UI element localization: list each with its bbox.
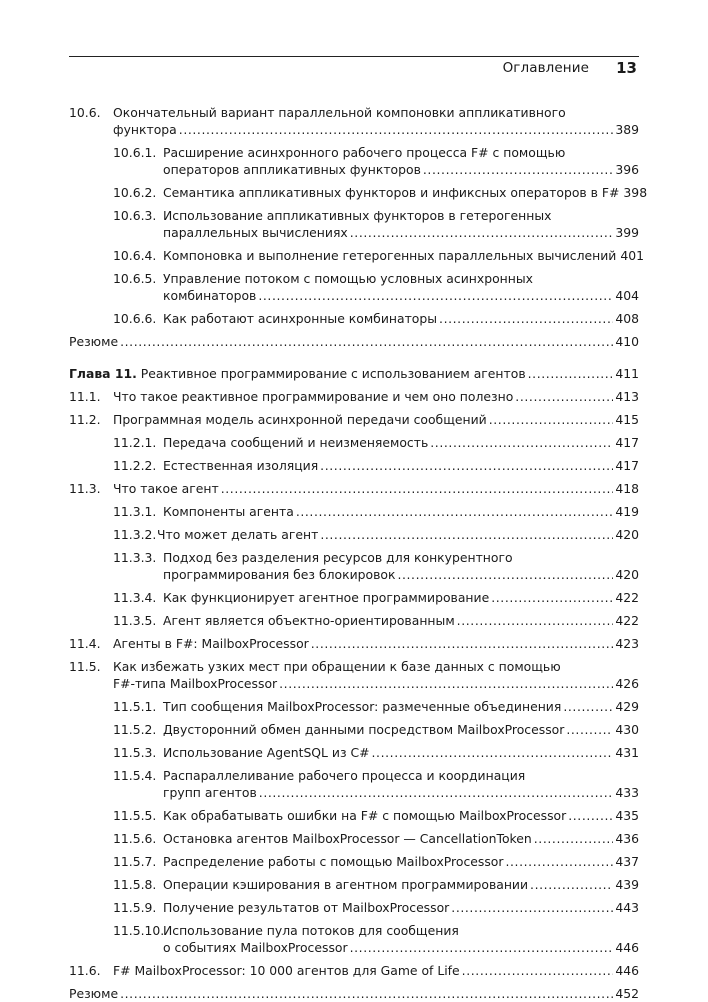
toc-page-number: 401 — [620, 248, 645, 263]
toc-entry[interactable] — [69, 366, 639, 382]
toc-entry-number: 11.5.8. — [113, 877, 157, 892]
toc-entry[interactable] — [69, 145, 639, 177]
dot-leader — [120, 334, 613, 350]
toc-entry-title: Естественная изоляция — [163, 458, 319, 473]
dot-leader — [221, 481, 614, 497]
dot-leader — [568, 808, 613, 824]
toc-page-number: 417 — [615, 458, 639, 473]
toc-entry[interactable] — [69, 435, 639, 451]
toc-entry-number: 11.3.3. — [113, 550, 157, 565]
toc-entry-number: 11.5. — [69, 659, 101, 674]
toc-entry[interactable] — [69, 334, 639, 350]
dot-leader — [515, 389, 613, 405]
toc-page-number: 411 — [615, 366, 639, 381]
toc-entry[interactable] — [69, 527, 639, 543]
toc-entry-number: 10.6.5. — [113, 271, 157, 286]
toc-entry[interactable] — [69, 659, 639, 691]
toc-entry[interactable] — [69, 923, 639, 955]
toc-entry-number: 11.2.2. — [113, 458, 157, 473]
toc-entry-number: 11.3.4. — [113, 590, 157, 605]
toc-entry-title-line: Подход без разделения ресурсов для конкурентного — [163, 550, 513, 565]
toc-page-number: 436 — [615, 831, 639, 846]
toc-page-number: 396 — [615, 162, 639, 177]
dot-leader — [259, 785, 614, 801]
dot-leader — [397, 567, 613, 583]
toc-entry[interactable] — [69, 963, 639, 979]
toc-entry-title: Тип сообщения MailboxProcessor: размеченные объединения — [163, 699, 562, 714]
toc-entry-title: Двусторонний обмен данными посредством MailboxProcessor — [163, 722, 565, 737]
toc-entry[interactable] — [69, 636, 639, 652]
toc-entry-number: 11.5.2. — [113, 722, 157, 737]
toc-page-number: 399 — [615, 225, 639, 240]
dot-leader — [528, 366, 614, 382]
dot-leader — [320, 527, 613, 543]
dot-leader — [258, 288, 613, 304]
toc-entry-title: Резюме — [69, 986, 119, 1001]
toc-entry[interactable] — [69, 208, 639, 240]
toc-entry-number: 11.5.3. — [113, 745, 157, 760]
toc-entry-title — [69, 366, 526, 382]
toc-entry-number: 10.6.3. — [113, 208, 157, 223]
toc-page-number: 420 — [615, 527, 639, 542]
toc-entry-title: Компоновка и выполнение гетерогенных параллельных вычислений — [163, 248, 617, 263]
toc-entry[interactable] — [69, 412, 639, 428]
dot-leader — [534, 831, 614, 847]
toc-entry[interactable] — [69, 613, 639, 629]
toc-entry[interactable] — [69, 900, 639, 916]
dot-leader — [296, 504, 614, 520]
toc-entry-number: 11.5.5. — [113, 808, 157, 823]
toc-entry[interactable] — [69, 105, 639, 137]
toc-entry-number: 11.3.5. — [113, 613, 157, 628]
toc-entry-title: Передача сообщений и неизменяемость — [163, 435, 429, 450]
dot-leader — [279, 676, 613, 692]
toc-entry-number: 11.4. — [69, 636, 101, 651]
toc-page-number: 420 — [615, 567, 639, 582]
toc-entry[interactable] — [69, 854, 639, 870]
dot-leader — [457, 613, 614, 629]
toc-entry-number: 11.5.6. — [113, 831, 157, 846]
toc-entry-title: групп агентов — [163, 785, 257, 800]
toc-entry[interactable] — [69, 808, 639, 824]
dot-leader — [491, 590, 613, 606]
toc-entry-number: 11.5.10. — [113, 923, 165, 938]
dot-leader — [439, 311, 613, 327]
dot-leader — [505, 854, 613, 870]
toc-entry-title: программирования без блокировок — [163, 567, 396, 582]
toc-entry[interactable] — [69, 389, 639, 405]
toc-page-number: 389 — [615, 122, 639, 137]
toc-entry-title: Использование AgentSQL из C# — [163, 745, 370, 760]
dot-leader — [451, 900, 613, 916]
toc-page-number: 422 — [615, 613, 639, 628]
toc-page-number: 417 — [615, 435, 639, 450]
toc-entry[interactable] — [69, 185, 648, 201]
toc-page-number: 413 — [615, 389, 639, 404]
toc-entry-title: F# MailboxProcessor: 10 000 агентов для Game of Life — [113, 963, 460, 978]
toc-entry-title: Семантика аппликативных функторов и инфиксных операторов в F# — [163, 185, 620, 200]
toc-page-number: 452 — [615, 986, 639, 1001]
toc-entry-title-line: Окончательный вариант параллельной компоновки аппликативного — [113, 105, 566, 120]
toc-entry[interactable] — [69, 877, 639, 893]
toc-entry[interactable] — [69, 481, 639, 497]
toc-entry-title-line: Использование пула потоков для сообщения — [163, 923, 459, 938]
toc-page-number: 446 — [615, 940, 639, 955]
toc-page-number: 433 — [615, 785, 639, 800]
toc-entry-title: F#-типа MailboxProcessor — [113, 676, 278, 691]
toc-entry-title: операторов аппликативных функторов — [163, 162, 421, 177]
toc-page-number: 430 — [615, 722, 639, 737]
toc-entry-title: Операции кэширования в агентном программировании — [163, 877, 529, 892]
toc-page-number: 443 — [615, 900, 639, 915]
toc-entry-title: Получение результатов от MailboxProcessor — [163, 900, 450, 915]
toc-page-number: 415 — [615, 412, 639, 427]
toc-entry[interactable] — [69, 550, 639, 582]
toc-entry[interactable] — [69, 504, 639, 520]
toc-entry[interactable] — [69, 311, 639, 327]
dot-leader — [462, 963, 614, 979]
toc-entry-title: Как функционирует агентное программирование — [163, 590, 490, 605]
toc-entry-title: Компоненты агента — [163, 504, 294, 519]
toc-page-number: 410 — [615, 334, 639, 349]
toc-entry-title: Резюме — [69, 334, 119, 349]
toc-entry-title: Программная модель асинхронной передачи сообщений — [113, 412, 487, 427]
toc-entry[interactable] — [69, 699, 639, 715]
toc-page-number: 437 — [615, 854, 639, 869]
toc-page-number: 419 — [615, 504, 639, 519]
toc-entry[interactable] — [69, 768, 639, 800]
toc-entry[interactable] — [69, 458, 639, 474]
toc-page-number: 439 — [615, 877, 639, 892]
toc-page-number: 431 — [615, 745, 639, 760]
toc-entry[interactable] — [69, 248, 645, 264]
toc-entry-number: 11.5.4. — [113, 768, 157, 783]
dot-leader — [350, 940, 614, 956]
toc-page-number: 423 — [615, 636, 639, 651]
page-number: 13 — [616, 59, 637, 77]
toc-entry-number: 11.1. — [69, 389, 101, 404]
toc-entry-number: 10.6.4. — [113, 248, 157, 263]
running-header-title: Оглавление — [502, 60, 589, 76]
toc-page-number: 422 — [615, 590, 639, 605]
toc-entry-title-line: Использование аппликативных функторов в гетерогенных — [163, 208, 552, 223]
toc-entry-title-line: Управление потоком с помощью условных асинхронных — [163, 271, 533, 286]
toc-entry-title: о событиях MailboxProcessor — [163, 940, 348, 955]
toc-entry[interactable] — [69, 271, 639, 303]
dot-leader — [489, 412, 614, 428]
dot-leader — [372, 745, 614, 761]
toc-entry-number: 11.6. — [69, 963, 101, 978]
toc-page-number: 429 — [615, 699, 639, 714]
toc-entry-title: Как обрабатывать ошибки на F# с помощью MailboxProcessor — [163, 808, 567, 823]
dot-leader — [563, 699, 613, 715]
toc-page-number: 426 — [615, 676, 639, 691]
toc-page-number: 418 — [615, 481, 639, 496]
toc-entry-number: 11.5.7. — [113, 854, 157, 869]
toc-entry-title: Остановка агентов MailboxProcessor — CancellationToken — [163, 831, 532, 846]
toc-page-number: 435 — [615, 808, 639, 823]
toc-entry-title: Как работают асинхронные комбинаторы — [163, 311, 438, 326]
dot-leader — [350, 225, 614, 241]
chapter-title: Реактивное программирование с использованием агентов — [136, 366, 526, 381]
toc-entry-title: Агент является объектно-ориентированным — [163, 613, 455, 628]
toc-entry-title-line: Расширение асинхронного рабочего процесса F# с помощью — [163, 145, 566, 160]
toc-entry-title-line: Как избежать узких мест при обращении к базе данных с помощью — [113, 659, 561, 674]
toc-entry-number: 11.3.1. — [113, 504, 157, 519]
toc-entry-title: Что может делать агент — [157, 527, 319, 542]
toc-page-number: 408 — [615, 311, 639, 326]
toc-entry[interactable] — [69, 745, 639, 761]
toc-entry-title: функтора — [113, 122, 177, 137]
toc-entry-number: 10.6.2. — [113, 185, 157, 200]
toc-entry-title: Что такое агент — [113, 481, 219, 496]
toc-entry-number: 10.6.6. — [113, 311, 157, 326]
toc-entry-title: параллельных вычислениях — [163, 225, 348, 240]
toc-entry-number: 11.2. — [69, 412, 101, 427]
toc-entry-number: 11.3. — [69, 481, 101, 496]
toc-page-number: 446 — [615, 963, 639, 978]
toc-entry-title: Агенты в F#: MailboxProcessor — [113, 636, 309, 651]
toc-page-number: 398 — [623, 185, 648, 200]
toc-entry[interactable] — [69, 590, 639, 606]
dot-leader — [320, 458, 613, 474]
toc-page-number: 404 — [615, 288, 639, 303]
toc-entry-title-line: Распараллеливание рабочего процесса и координация — [163, 768, 526, 783]
toc-entry-number: 10.6. — [69, 105, 101, 120]
dot-leader — [566, 722, 613, 738]
dot-leader — [311, 636, 614, 652]
chapter-label: Глава 11. — [69, 366, 137, 381]
toc-entry[interactable] — [69, 831, 639, 847]
toc-entry-title: Распределение работы с помощью MailboxProcessor — [163, 854, 504, 869]
dot-leader — [430, 435, 613, 451]
dot-leader — [179, 122, 614, 138]
toc-entry-title: Что такое реактивное программирование и чем оно полезно — [113, 389, 514, 404]
toc-entry-number: 11.2.1. — [113, 435, 157, 450]
toc-entry-number: 10.6.1. — [113, 145, 157, 160]
dot-leader — [423, 162, 613, 178]
toc-entry-number: 11.3.2. — [113, 527, 157, 542]
toc-entry[interactable] — [69, 722, 639, 738]
toc-entry-number: 11.5.1. — [113, 699, 157, 714]
toc-entry-title: комбинаторов — [163, 288, 257, 303]
toc-entry-number: 11.5.9. — [113, 900, 157, 915]
dot-leader — [530, 877, 613, 893]
